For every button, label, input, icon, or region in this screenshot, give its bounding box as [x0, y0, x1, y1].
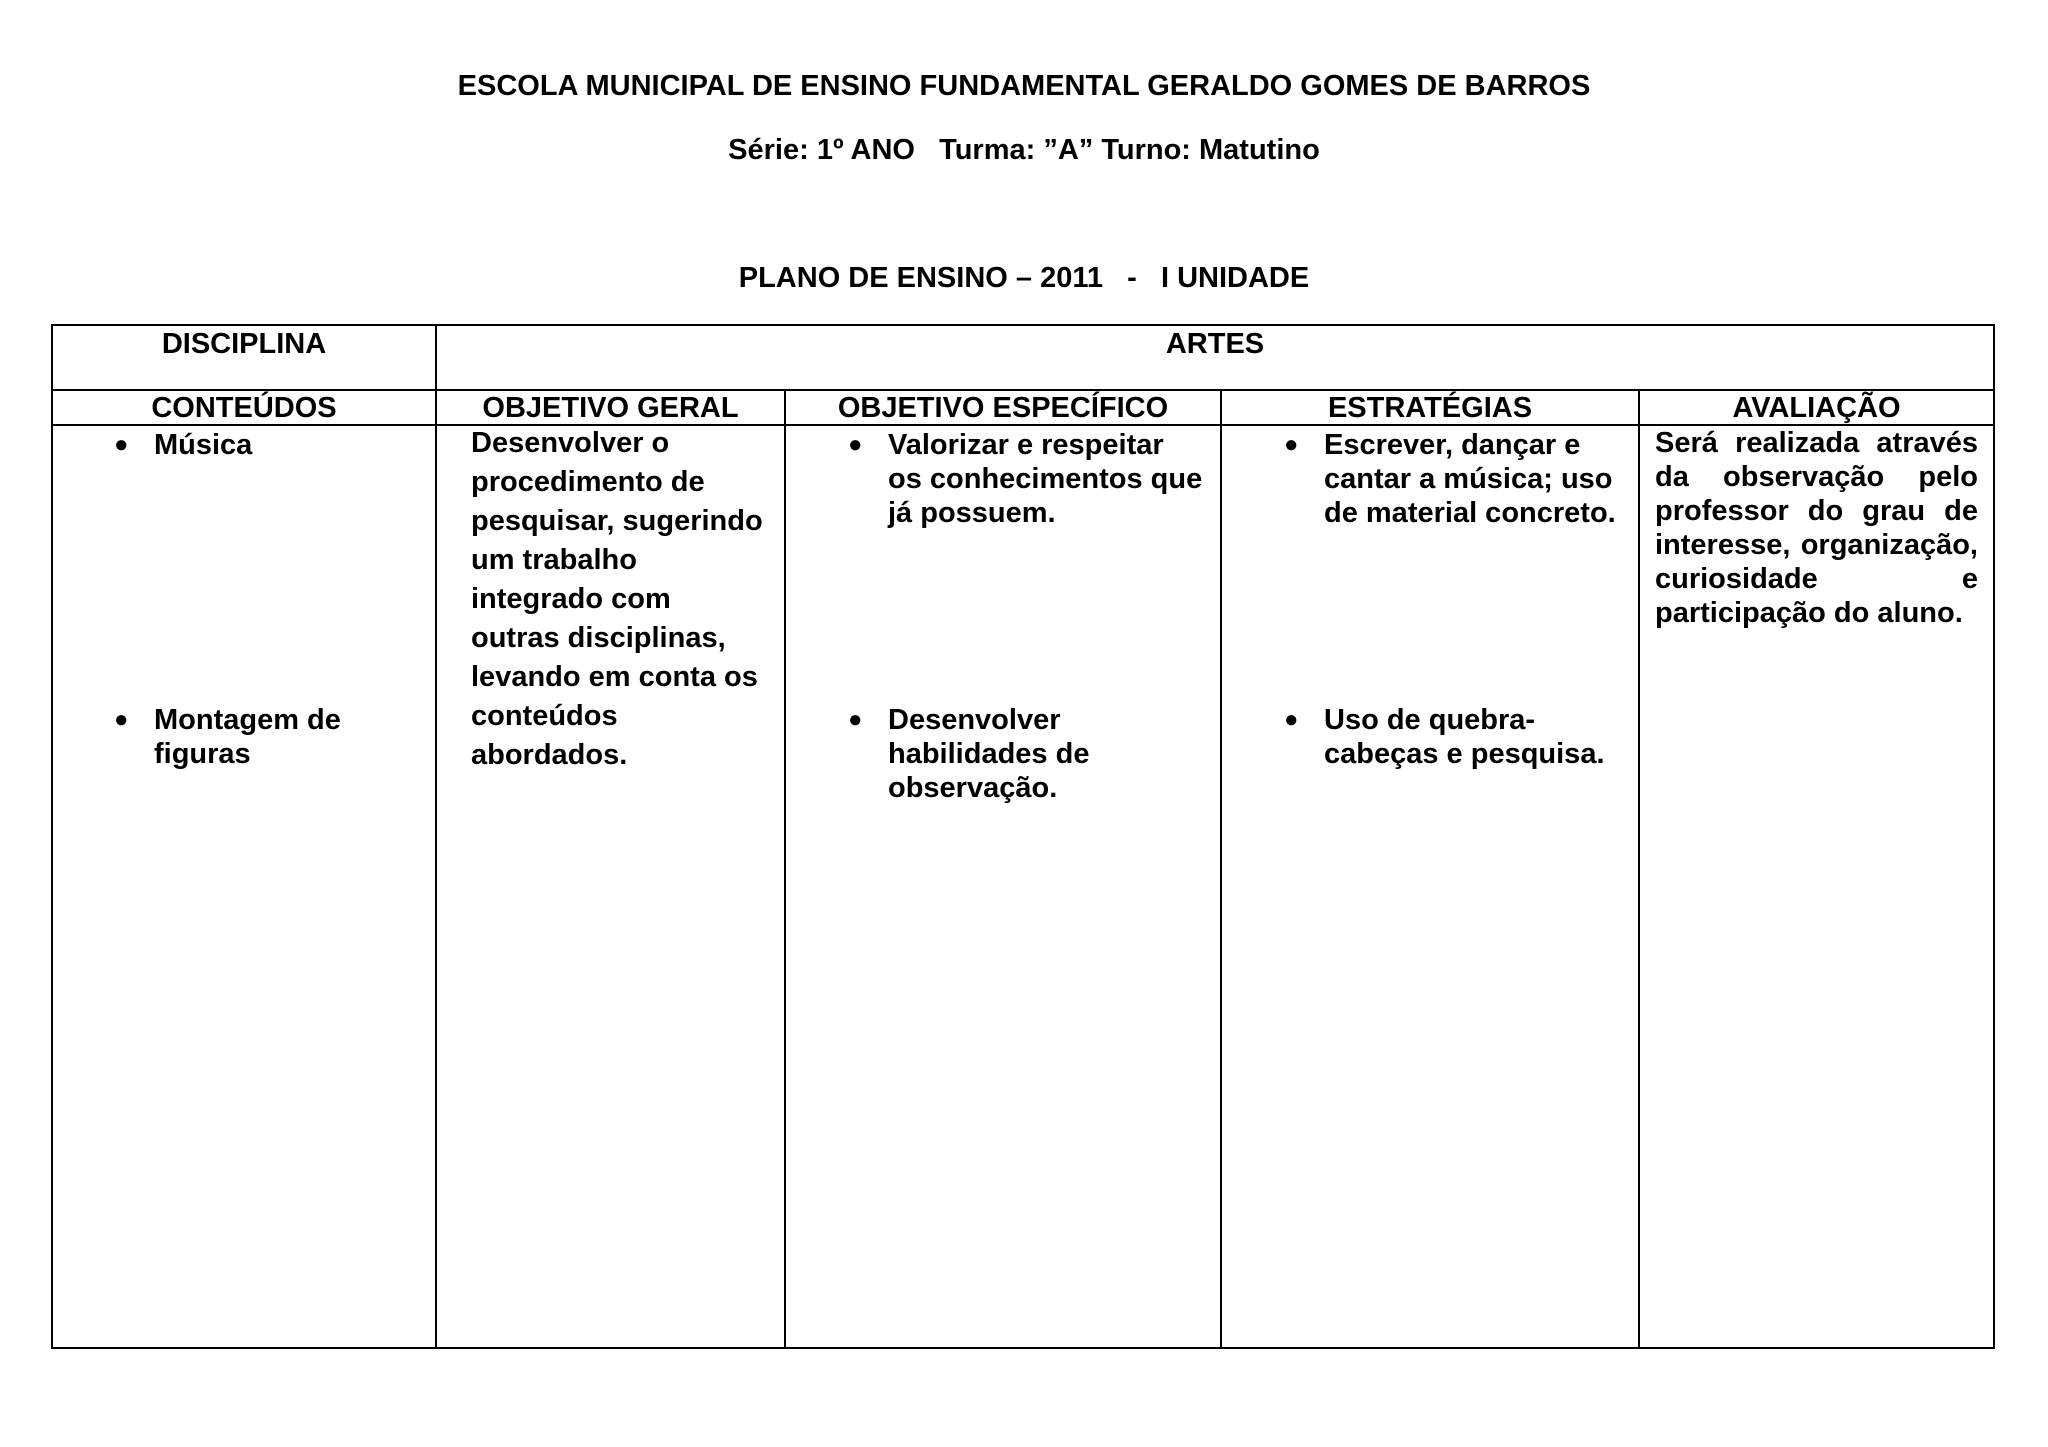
bullet-icon: ●: [114, 706, 129, 733]
objetivo-geral-text: Desenvolver o procedimento de pesquisar, sugerindo um trabalho integrado com outras disciplinas, levando em conta os conteúdos abordados.: [471, 427, 763, 771]
discipline-label: DISCIPLINA: [161, 328, 327, 360]
table-border-left: [51, 324, 53, 1349]
list-item: [848, 428, 1218, 530]
bullet-icon: ●: [848, 431, 863, 458]
conteudo-text: Montagem de figuras: [154, 704, 341, 770]
class-info: Série: 1º ANO Turma: ”A” Turno: Matutino: [728, 134, 1320, 166]
estrategia-text: Uso de quebra- cabeças e pesquisa.: [1324, 704, 1605, 770]
bullet-icon: ●: [114, 431, 129, 458]
column-header-objetivo-especifico: OBJETIVO ESPECÍFICO: [837, 392, 1169, 424]
list-item: [1284, 703, 1636, 771]
objetivo-especifico-text: Desenvolver habilidades de observação.: [888, 704, 1090, 804]
list-item: [1284, 428, 1636, 530]
table-border-right: [1993, 324, 1995, 1349]
table-divider-col2: [784, 389, 786, 1349]
column-header-estrategias: ESTRATÉGIAS: [1327, 392, 1533, 424]
table-border-top: [51, 324, 1995, 326]
discipline-value: ARTES: [1165, 328, 1265, 360]
avaliacao-text: Será realizada através da observação pelo professor do grau de interesse, organização, curiosidade e participação do aluno.: [1655, 427, 1978, 629]
bullet-icon: ●: [1284, 431, 1299, 458]
estrategia-text: Escrever, dançar e cantar a música; uso de material concreto.: [1324, 429, 1616, 529]
table-divider-col4: [1638, 389, 1640, 1349]
table-divider-col3: [1220, 389, 1222, 1349]
conteudo-text: Música: [154, 429, 253, 461]
list-item: [848, 703, 1218, 805]
column-header-avaliacao: AVALIAÇÃO: [1732, 392, 1901, 424]
column-header-conteudos: CONTEÚDOS: [151, 392, 337, 424]
table-divider-col1: [435, 324, 437, 1349]
bullet-icon: ●: [1284, 706, 1299, 733]
column-header-objetivo-geral: OBJETIVO GERAL: [482, 392, 739, 424]
objetivo-especifico-text: Valorizar e respeitar os conhecimentos que já possuem.: [888, 429, 1203, 529]
school-name: ESCOLA MUNICIPAL DE ENSINO FUNDAMENTAL GERALDO GOMES DE BARROS: [457, 70, 1591, 102]
list-item: [114, 703, 424, 771]
bullet-icon: ●: [848, 706, 863, 733]
list-item: [114, 428, 424, 462]
table-border-bottom: [51, 1347, 1995, 1349]
plan-title: PLANO DE ENSINO – 2011 - I UNIDADE: [738, 262, 1310, 294]
